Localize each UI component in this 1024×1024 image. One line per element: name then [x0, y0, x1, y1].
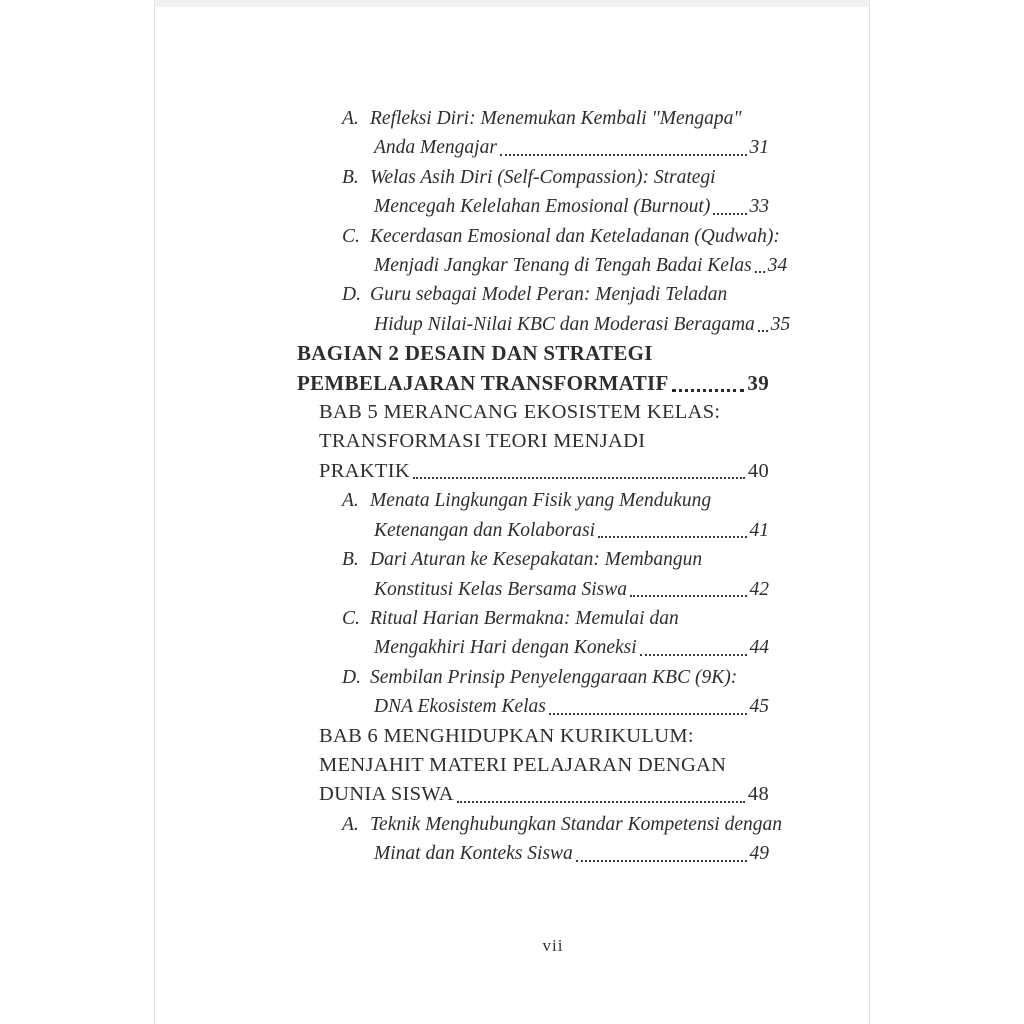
dot-leader — [413, 477, 745, 479]
chapter-heading-text: PRAKTIK — [319, 459, 410, 482]
toc-page-number: 40 — [747, 459, 769, 482]
toc-entry — [297, 280, 791, 339]
toc-entry-line — [342, 486, 769, 515]
book-page — [154, 0, 870, 1024]
toc-chapter-heading — [297, 722, 769, 810]
toc-entry-line — [342, 810, 782, 839]
chapter-heading-text: BAB 6 MENGHIDUPKAN KURIKULUM: — [319, 724, 694, 747]
dot-leader — [598, 536, 746, 538]
dot-leader — [630, 595, 747, 597]
toc-entry — [297, 104, 769, 163]
dot-leader — [576, 860, 747, 862]
chapter-heading-line — [319, 427, 769, 456]
toc-entry-line — [342, 604, 769, 633]
toc-entry — [297, 545, 769, 604]
dot-leader — [640, 654, 747, 656]
toc-entry-line — [374, 251, 788, 280]
toc-entry-text: Mencegah Kelelahan Emosional (Burnout) — [374, 196, 711, 218]
toc-page-number: 35 — [770, 313, 791, 335]
section-heading-text: PEMBELAJARAN TRANSFORMATIF — [297, 370, 669, 395]
dot-leader — [457, 801, 745, 803]
toc-entry-text: Sembilan Prinsip Penyelenggaraan KBC (9K): — [370, 666, 738, 688]
toc-page-number: 48 — [747, 783, 769, 806]
chapter-heading-line — [319, 457, 769, 486]
dot-leader — [500, 154, 747, 156]
toc-entry-line — [342, 163, 769, 192]
toc-entry-label: D. — [342, 284, 361, 306]
toc-chapter-heading — [297, 398, 769, 486]
toc-entry-text: Menata Lingkungan Fisik yang Mendukung — [370, 490, 712, 512]
toc-entry-label: B. — [342, 166, 359, 188]
chapter-heading-line — [319, 751, 769, 780]
toc-entry-label: A. — [342, 813, 359, 835]
dot-leader — [713, 213, 746, 215]
toc-entry-line — [374, 692, 769, 721]
toc-entry-label: D. — [342, 666, 361, 688]
dot-leader — [672, 389, 745, 392]
toc-page-number: 39 — [747, 370, 769, 395]
toc-entry-text: Refleksi Diri: Menemukan Kembali "Mengapa" — [370, 108, 742, 129]
toc-entry-text: Hidup Nilai-Nilai KBC dan Moderasi Beragama — [374, 313, 755, 335]
toc-entry-line — [374, 516, 769, 545]
toc-entry-text: DNA Ekosistem Kelas — [374, 696, 546, 718]
toc-entry-text: Dari Aturan ke Kesepakatan: Membangun — [370, 549, 703, 571]
dot-leader — [758, 330, 768, 332]
toc-entry-line — [374, 575, 769, 604]
section-heading-line — [297, 339, 769, 368]
toc-entry-text: Minat dan Konteks Siswa — [374, 843, 573, 865]
toc-entry-label: A. — [342, 490, 359, 512]
chapter-heading-text: BAB 5 MERANCANG EKOSISTEM KELAS: — [319, 401, 721, 424]
chapter-heading-text: MENJAHIT MATERI PELAJARAN DENGAN — [319, 753, 727, 776]
chapter-heading-text: DUNIA SISWA — [319, 783, 454, 806]
toc-entry-text: Kecerdasan Emosional dan Keteladanan (Qudwah): — [370, 225, 780, 247]
toc-page-number: 45 — [749, 696, 769, 718]
toc-page-number: 31 — [749, 137, 769, 159]
toc-entry-line — [374, 133, 769, 162]
toc-entry-text: Mengakhiri Hari dengan Koneksi — [374, 637, 637, 659]
section-heading-line — [297, 369, 769, 398]
toc-entry-text: Menjadi Jangkar Tenang di Tengah Badai Kelas — [374, 255, 752, 277]
toc-page-number: 49 — [749, 843, 769, 865]
toc-section-heading — [297, 339, 769, 398]
toc-entry — [297, 222, 788, 281]
toc-entry-label: B. — [342, 549, 359, 571]
toc-entry-line — [374, 310, 791, 339]
toc-entry-line — [342, 104, 769, 133]
toc-page-number: 33 — [749, 196, 769, 218]
toc-entry — [297, 604, 769, 663]
toc-entry — [297, 486, 769, 545]
section-heading-text: BAGIAN 2 DESAIN DAN STRATEGI — [297, 341, 653, 366]
toc-entry — [297, 163, 769, 222]
page-top-strip — [155, 0, 869, 7]
toc-entry-label: C. — [342, 225, 360, 247]
table-of-contents — [297, 104, 791, 869]
toc-page-number: 44 — [749, 637, 769, 659]
toc-entry-label: A. — [342, 108, 359, 129]
toc-entry-line — [342, 222, 780, 251]
toc-entry-text: Welas Asih Diri (Self-Compassion): Strategi — [370, 166, 716, 188]
toc-page-number: 42 — [749, 578, 769, 600]
toc-entry-text: Anda Mengajar — [374, 137, 497, 159]
toc-entry-line — [342, 280, 769, 309]
toc-entry-line — [374, 839, 769, 868]
toc-entry — [297, 810, 782, 869]
toc-page-number: 41 — [749, 519, 769, 541]
chapter-heading-line — [319, 722, 769, 751]
toc-entry-line — [374, 633, 769, 662]
toc-entry-text: Ketenangan dan Kolaborasi — [374, 519, 596, 541]
toc-entry-text: Konstitusi Kelas Bersama Siswa — [374, 578, 627, 600]
toc-entry-text: Teknik Menghubungkan Standar Kompetensi dengan — [370, 813, 782, 835]
toc-entry-line — [342, 545, 769, 574]
toc-entry-label: C. — [342, 607, 360, 629]
page-number: vii — [542, 936, 564, 955]
dot-leader — [549, 713, 747, 715]
toc-entry-text: Guru sebagai Model Peran: Menjadi Teladan — [370, 284, 728, 306]
toc-entry-line — [374, 192, 769, 221]
toc-entry-text: Ritual Harian Bermakna: Memulai dan — [370, 607, 679, 629]
chapter-heading-text: TRANSFORMASI TEORI MENJADI — [319, 430, 646, 453]
toc-entry — [297, 663, 769, 722]
chapter-heading-line — [319, 780, 769, 809]
chapter-heading-line — [319, 398, 769, 427]
toc-page-number: 34 — [767, 255, 788, 277]
dot-leader — [755, 271, 765, 273]
toc-entry-line — [342, 663, 769, 692]
